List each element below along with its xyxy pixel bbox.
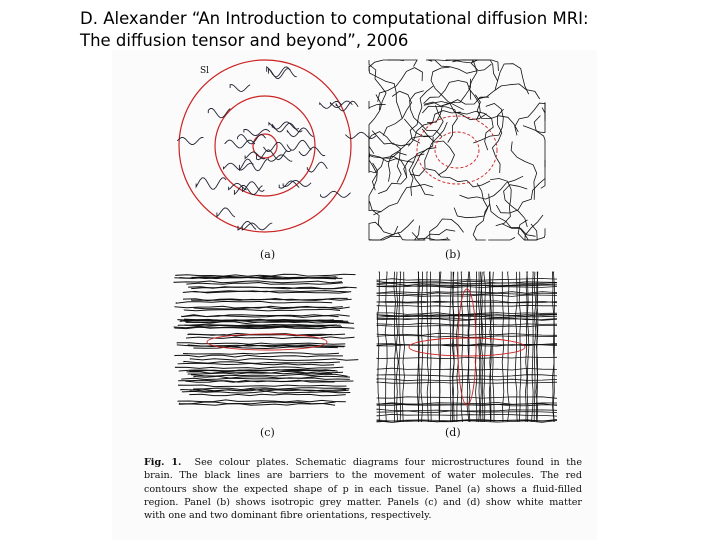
wavy-barrier bbox=[287, 140, 311, 150]
horizontal-fibre bbox=[187, 283, 343, 285]
tangled-barrier bbox=[496, 179, 545, 214]
horizontal-fibre bbox=[175, 355, 343, 357]
horizontal-fibre bbox=[377, 357, 557, 359]
slide-title bbox=[80, 8, 700, 52]
vertical-fibre bbox=[492, 272, 494, 422]
tangled-barrier bbox=[534, 116, 545, 168]
tangled-barrier bbox=[415, 226, 426, 240]
horizontal-fibre bbox=[377, 409, 557, 411]
tangled-barrier bbox=[369, 132, 410, 158]
contour-horizontal-lobe bbox=[409, 338, 525, 356]
tangled-barrier bbox=[424, 81, 471, 104]
wavy-barrier bbox=[229, 183, 247, 190]
tangled-barrier bbox=[412, 148, 436, 196]
horizontal-fibre bbox=[190, 394, 346, 396]
tangled-barrier bbox=[369, 95, 380, 154]
wavy-barrier bbox=[242, 223, 272, 230]
horizontal-fibre bbox=[175, 367, 343, 369]
horizontal-fibre bbox=[377, 323, 557, 325]
vertical-fibre bbox=[396, 272, 398, 422]
panel-a-fluid-region bbox=[178, 60, 376, 232]
horizontal-fibre bbox=[178, 363, 334, 365]
caption-fig-label: Fig. 1. bbox=[144, 457, 182, 468]
horizontal-fibre bbox=[177, 343, 345, 345]
vertical-fibre bbox=[508, 272, 510, 422]
horizontal-fibre bbox=[194, 376, 350, 378]
wavy-barrier bbox=[230, 85, 250, 92]
paper-figure bbox=[112, 50, 597, 540]
panel-label-d: (d) bbox=[445, 426, 461, 439]
panel-c-single-fibre-white-matter bbox=[174, 274, 358, 405]
tangled-barrier bbox=[492, 109, 503, 173]
tangled-barrier bbox=[452, 60, 497, 81]
horizontal-fibre bbox=[182, 378, 350, 380]
figure-panels bbox=[112, 50, 597, 450]
tangled-barrier bbox=[469, 60, 481, 120]
tangled-barrier bbox=[373, 184, 433, 215]
wavy-barrier bbox=[196, 178, 226, 189]
wavy-barrier bbox=[238, 135, 266, 144]
figure-caption bbox=[144, 456, 582, 522]
tangled-barrier bbox=[458, 111, 493, 150]
tangled-barrier bbox=[369, 60, 386, 110]
horizontal-fibre bbox=[180, 402, 336, 404]
tangled-barrier bbox=[495, 64, 529, 94]
tangled-barrier bbox=[426, 60, 491, 73]
horizontal-fibre bbox=[178, 400, 346, 402]
caption-line-5: with one and two dominant fibre orientations, respectively. bbox=[144, 510, 432, 522]
caption-line-2: brain. The black lines are barriers to the movement of water molecules. The red bbox=[144, 470, 582, 482]
caption-line-4: region. Panel (b) shows isotropic grey matter. Panels (c) and (d) show white matter bbox=[144, 496, 582, 508]
vertical-fibre bbox=[399, 272, 401, 422]
tangled-barrier bbox=[504, 185, 528, 227]
vertical-fibre bbox=[502, 272, 504, 422]
vertical-fibre bbox=[385, 272, 387, 422]
tangled-barrier bbox=[410, 91, 443, 137]
horizontal-fibre bbox=[377, 305, 557, 306]
wavy-barrier bbox=[299, 147, 325, 156]
tangled-barrier bbox=[454, 183, 488, 217]
vertical-fibre bbox=[430, 272, 431, 422]
horizontal-fibre bbox=[184, 309, 340, 311]
vertical-fibre bbox=[403, 272, 405, 422]
vertical-fibre bbox=[378, 272, 380, 422]
tangled-barrier bbox=[515, 103, 545, 135]
vertical-fibre bbox=[532, 272, 534, 422]
horizontal-fibre bbox=[192, 287, 348, 289]
vertical-fibre bbox=[534, 272, 536, 422]
slide-title-line-2: The diffusion tensor and beyond”, 2006 bbox=[80, 31, 409, 50]
horizontal-fibre bbox=[190, 359, 358, 361]
vertical-fibre bbox=[515, 272, 517, 422]
caption-line-3: contours show the expected shape of p in each tissue. Panel (a) shows a fluid-filled bbox=[144, 483, 582, 495]
vertical-fibre bbox=[450, 272, 452, 422]
horizontal-fibre bbox=[176, 301, 332, 303]
vertical-fibre bbox=[439, 272, 440, 422]
tangled-barrier bbox=[478, 84, 540, 99]
tangled-barrier bbox=[523, 103, 545, 133]
horizontal-fibre bbox=[176, 274, 356, 276]
panel-b-isotropic-grey-matter bbox=[369, 60, 545, 240]
tangled-barrier bbox=[488, 237, 515, 240]
tangled-barrier bbox=[542, 102, 545, 120]
tangled-barrier bbox=[383, 91, 411, 135]
horizontal-fibre bbox=[377, 333, 557, 335]
horizontal-fibre bbox=[179, 385, 347, 387]
contour-blob-2 bbox=[435, 132, 479, 168]
horizontal-fibre bbox=[187, 337, 355, 339]
tangled-barrier bbox=[388, 60, 418, 67]
horizontal-fibre bbox=[183, 353, 339, 355]
panel-label-c: (c) bbox=[260, 426, 275, 439]
tangled-barrier bbox=[369, 101, 386, 109]
contour-elongated bbox=[207, 334, 327, 350]
vertical-fibre bbox=[394, 272, 396, 422]
wavy-barrier bbox=[244, 129, 270, 135]
caption-line-1: See colour plates. Schematic diagrams four microstructures found in the bbox=[194, 457, 583, 468]
wavy-barrier bbox=[217, 208, 235, 217]
horizontal-fibre bbox=[377, 336, 557, 338]
horizontal-fibre bbox=[377, 325, 557, 326]
wavy-barrier bbox=[178, 138, 204, 145]
contour-circle-2 bbox=[215, 96, 315, 196]
contour-circle-1 bbox=[179, 60, 351, 232]
horizontal-fibre bbox=[377, 421, 557, 423]
tangled-barrier bbox=[369, 226, 398, 240]
panel-d-crossing-fibre-white-matter bbox=[377, 272, 557, 423]
tangled-barrier bbox=[541, 160, 545, 188]
tangled-barrier bbox=[370, 201, 414, 234]
panel-label-a: (a) bbox=[260, 248, 276, 261]
vertical-fibre bbox=[427, 272, 429, 422]
panel-label-b: (b) bbox=[445, 248, 461, 261]
tangled-barrier bbox=[369, 60, 404, 71]
slide-title-line-1: D. Alexander “An Introduction to computational diffusion MRI: bbox=[80, 9, 589, 28]
corner-mark: Sl bbox=[200, 66, 210, 76]
tangled-barrier bbox=[475, 95, 518, 132]
horizontal-fibre bbox=[377, 414, 557, 416]
wavy-barrier bbox=[224, 163, 254, 170]
